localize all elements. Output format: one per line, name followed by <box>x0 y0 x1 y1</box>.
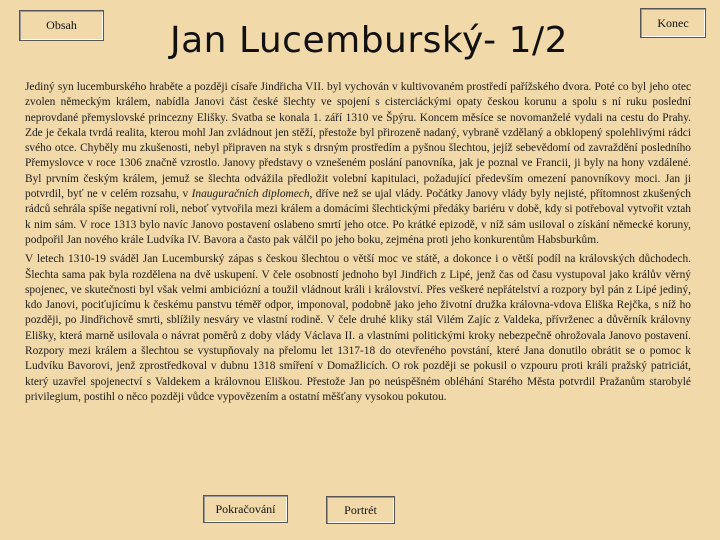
paragraph-1-text-b: , dříve než se ujal vlády. Počátky Janovy vlády byly nejisté, přítomnost zkušených rádců sehrála spíše negativní roli, neboť vytvořila mezi králem a domácími šlechtickými předáky bariéru v době, kdy si potřeboval vytvořit vztah k nim sám. V roce 1313 bylo navíc Janovo postavení oslabeno smrtí jeho otce. Po krátké epizodě, v níž sám usiloval o získání německé koruny, podpořil Jan nového krále Ludvíka IV. Bavora a často pak válčil po jeho boku, zejména proti jeho konkurentům Habsburkům. <box>25 188 691 246</box>
end-button[interactable] <box>640 8 706 38</box>
paragraph-1-italic: Inauguračních diplomech <box>191 188 310 201</box>
continue-button-label: Pokračování <box>215 501 276 516</box>
continue-button[interactable] <box>203 495 288 523</box>
contents-button[interactable] <box>19 10 104 41</box>
contents-button-label: Obsah <box>46 18 77 32</box>
paragraph-1-text-a: Jediný syn lucemburského hraběte a později císaře Jindřicha VII. byl vychován v kultivovaném prostředí pařížského dvora. Poté co byl jeho otec zvolen německým králem, nabídla Janovi část české šlechty ve spojení s cisterciáckými opaty českou korunu a spolu s ní ruku poslední neprovdané přemyslovské princezny Elišky. Svatba se konala 1. září 1310 ve Špýru. Koncem měsíce se novomanželé vydali na cestu do Prahy. Zde je čekala tvrdá realita, kterou mohl Jan zvládnout jen stěží, přestože byl přirozeně nadaný, vybraně vzdělaný a obklopený spolehlivými rádci svého otce. Chyběly mu zkušenosti, nebyl připraven na styk s drsným prostředím a pyšnou šlechtou, jejíž sebevědomí od zavraždění posledního Přemyslovce v roce 1306 značně vzrostlo. Janovy představy o vznešeném poslání panovníka, jak je poznal ve Francii, ji byly na hony vzdálené. Byl prvním českým králem, jemuž se šlechta odvážila předložit volební kapitulaci, požadující především omezení panovníkovy moci. Jan ji potvrdil, byť ne v celém rozsahu, v <box>25 81 691 201</box>
portrait-button-label: Portrét <box>344 502 377 517</box>
paragraph-2: V letech 1310-19 sváděl Jan Lucemburský zápas s českou šlechtou o větší moc ve státě, a dokonce i o větší podíl na královských důchodech. Šlechta sama pak byla rozdělena na dvě uskupení. V čele osobností jednoho byl Jindřich z Lipé, jenž čas od času vystupoval jako králův věrný spojenec, ve skutečnosti byl však velmi ambiciózní a toužil vládnout králi i království. Přes veškeré nepřátelství a rozpory byl pán z Lipé jediný, kdo Janovi, pociťujícímu k českému panstvu téměř odpor, imponoval, podobně jako jeho životní družka královna-vdova Eliška Rejčka, s níž ho později, po Jindřichově smrti, sblížily nesváry ve vlastní rodině. V čele druhé kliky stál Vilém Zajíc z Valdeka, přívrženec a důvěrník královny Elišky, která marně usilovala o návrat poměrů z doby vlády Václava II. a vlastními politickými kroky nebezpečně ohrožovala Janovo postavení. Rozpory mezi králem a šlechtou se vystupňovaly na přelomu let 1317-18 do otevřeného povstání, které Jana donutilo obrátit se o pomoc k Ludvíku Bavorovi, jenž zprostředkoval v dubnu 1318 smíření v Domažlicích. O rok později se pokusil o vzpouru proti králi pražský patriciát, který uzavřel spojenectví s Valdekem a královnou Eliškou. Přestože Jan po neúspěšném obléhání Starého Města potvrdil Pražanům starobylé privilegium, postihl o něco později vůdce vypovězením a ostatní měšťany vysokou pokutou. <box>25 253 691 403</box>
paragraph-1 <box>25 80 691 248</box>
end-button-label: Konec <box>657 15 689 30</box>
portrait-button[interactable] <box>326 496 395 524</box>
main-text <box>25 80 691 405</box>
page-title: Jan Lucemburský- 1/2 <box>170 20 569 61</box>
